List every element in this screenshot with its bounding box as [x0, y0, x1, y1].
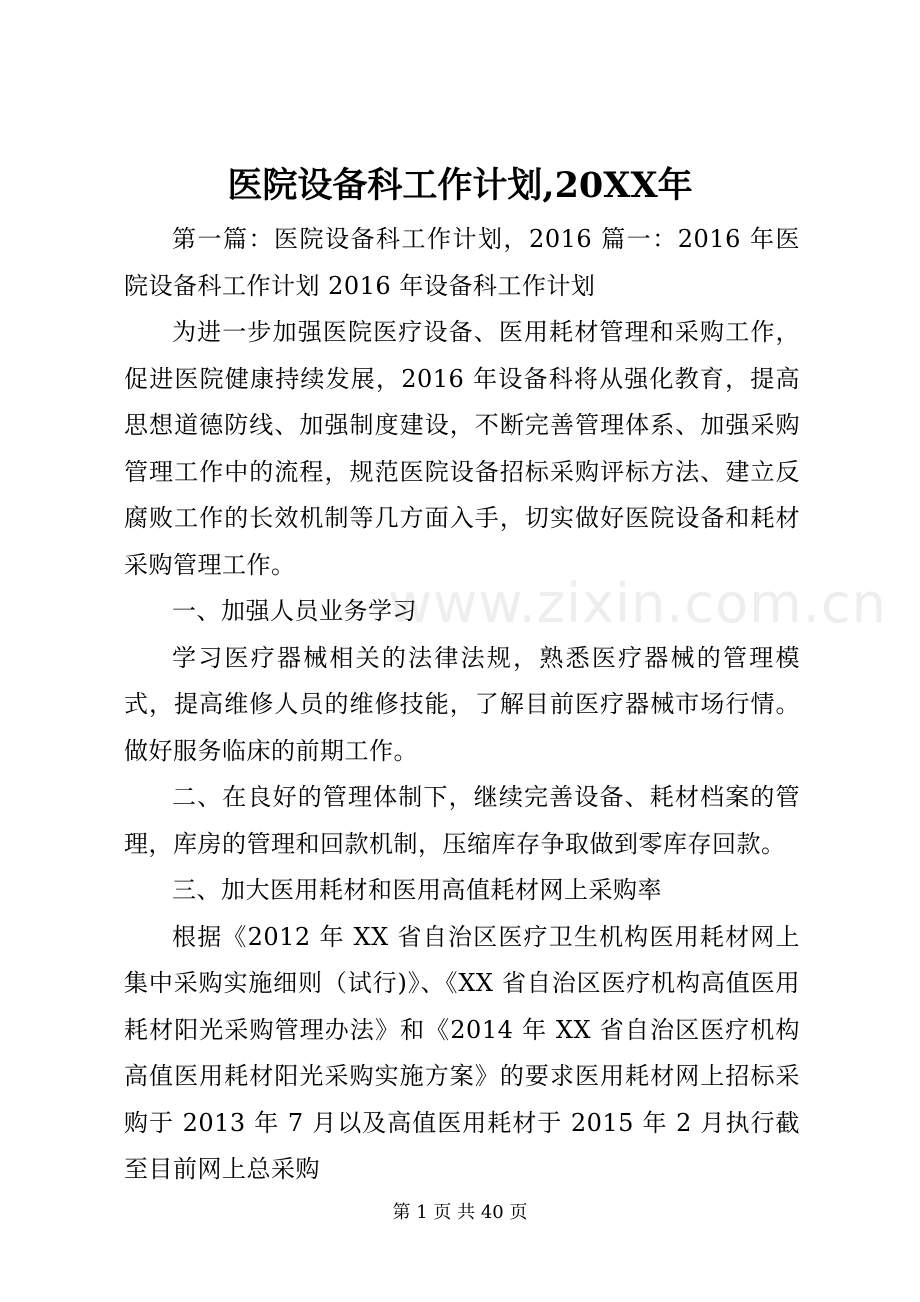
document-body: [124, 216, 800, 1193]
section-heading-1: 一、加强人员业务学习: [172, 597, 417, 625]
paragraph-2: 为进一步加强医院医疗设备、医用耗材管理和采购工作，促进医院健康持续发展，2016 年设备科将从强化教育，提高思想道德防线、加强制度建设，不断完善管理体系、加强采购管理工作中的流程，规范医院设备招标采购评标方法、建立反腐败工作的长效机制等几方面入手，切实做好医院设备和耗材采购管理工作。: [124, 318, 800, 579]
paragraph-4: 二、在良好的管理体制下，继续完善设备、耗材档案的管理，库房的管理和回款机制，压缩库存争取做到零库存回款。: [124, 783, 800, 858]
paragraph-5: 根据《2012 年 XX 省自治区医疗卫生机构医用耗材网上集中采购实施细则（试行)》、《XX 省自治区医疗机构高值医用耗材阳光采购管理办法》和《2014 年 XX 省自治区医疗机构高值医用耗材阳光采购实施方案》的要求医用耗材网上招标采购于 2013 年 7 月以及高值医用耗材于 2015 年 2 月执行截至目前网上总采购: [124, 922, 800, 1183]
paragraph-3: 学习医疗器械相关的法律法规，熟悉医疗器械的管理模式，提高维修人员的维修技能，了解目前医疗器械市场行情。做好服务临床的前期工作。: [124, 643, 800, 765]
section-heading-3: 三、加大医用耗材和医用高值耗材网上采购率: [172, 876, 662, 904]
paragraph-1: 第一篇：医院设备科工作计划，2016 篇一：2016 年医院设备科工作计划 2016 年设备科工作计划: [124, 225, 800, 300]
page-footer: 第 1 页 共 40 页: [392, 1202, 528, 1223]
document-title: 医院设备科工作计划,20XX年: [227, 165, 693, 206]
watermark: www.zixin.com.cn: [388, 572, 887, 635]
